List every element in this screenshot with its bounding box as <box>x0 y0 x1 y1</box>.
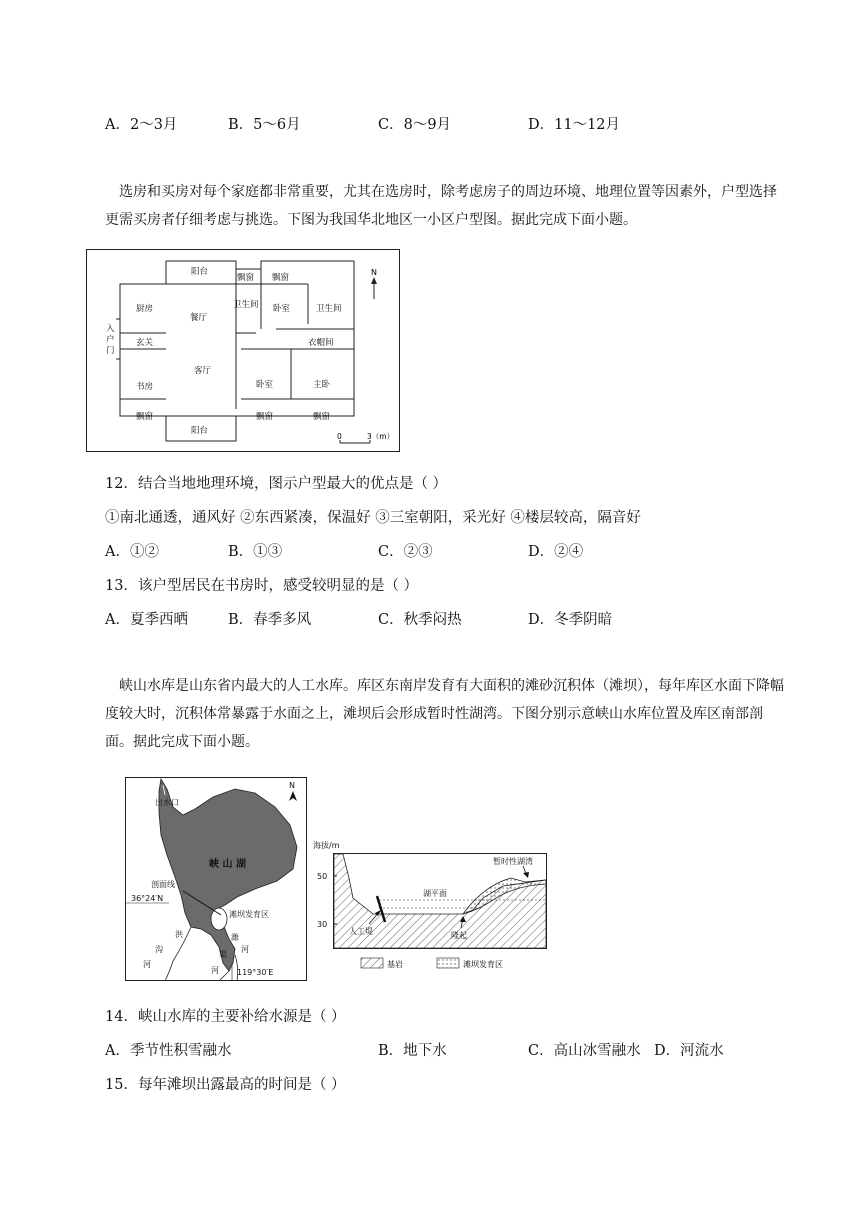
map-river-wei-1: 潍 <box>231 933 239 942</box>
q14-option-b: B．地下水 <box>378 1043 447 1059</box>
map-profile-line: 剖面线 <box>151 880 175 889</box>
room-bedroom-2: 卧室 <box>256 380 274 390</box>
q14-option-d: D．河流水 <box>654 1043 724 1059</box>
map-shoal-zone: 滩坝发育区 <box>229 910 269 919</box>
room-bedroom-1: 卧室 <box>273 304 291 314</box>
map-river-hong-3: 河 <box>143 960 151 969</box>
q12-stem: 12．结合当地地理环境，图示户型最大的优点是（ ） <box>105 476 448 492</box>
q11-option-c: C．8～9月 <box>378 117 452 133</box>
room-bathroom-2: 卫生间 <box>316 304 342 314</box>
q12-option-d: D．②④ <box>528 544 584 560</box>
q13-option-c: C．秋季闷热 <box>378 612 462 628</box>
room-entry-3: 门 <box>106 346 115 356</box>
profile-uplift: 隆起 <box>451 931 467 940</box>
room-study: 书房 <box>136 382 154 392</box>
map-river-hong-2: 沟 <box>155 945 163 954</box>
room-foyer: 玄关 <box>136 338 154 348</box>
q13-option-d: D．冬季阴暗 <box>528 612 613 628</box>
q13-option-a: A．夏季西晒 <box>105 612 188 628</box>
q15-stem: 15．每年滩坝出露最高的时间是（ ） <box>105 1077 346 1093</box>
floorplan-scale-zero: 0 <box>337 432 342 441</box>
room-bay-window-3: 飘窗 <box>136 412 154 422</box>
room-balcony-top: 阳台 <box>191 267 209 277</box>
room-dining: 餐厅 <box>190 313 208 323</box>
map-longitude: 119°30′E <box>237 968 274 977</box>
q12-option-a: A．①② <box>105 544 159 560</box>
map-latitude: 36°24′N <box>131 894 164 903</box>
room-bathroom-1: 卫生间 <box>233 300 259 310</box>
room-entry-1: 入 <box>106 324 115 334</box>
q13-stem: 13．该户型居民在书房时，感受较明显的是（ ） <box>105 578 419 594</box>
room-master: 主卧 <box>313 380 331 390</box>
q14-option-a: A．季节性积雪融水 <box>105 1043 232 1059</box>
room-living: 客厅 <box>194 366 212 376</box>
q12-option-b: B．①③ <box>228 544 283 560</box>
q11-option-a: A．2～3月 <box>105 117 178 133</box>
room-bay-window-2: 飘窗 <box>272 273 290 283</box>
profile-lake-surface: 湖平面 <box>423 889 447 898</box>
room-entry-2: 户 <box>106 335 115 345</box>
reservoir-map <box>125 777 307 981</box>
map-lake-label: 峡 山 湖 <box>209 859 246 870</box>
room-bay-window-5: 飘窗 <box>313 412 331 422</box>
map-north: N <box>289 781 295 790</box>
legend-shoal: 滩坝发育区 <box>463 960 503 969</box>
passage-house-selection: 选房和买房对每个家庭都非常重要，尤其在选房时，除考虑房子的周边环境、地理位置等因素外，户型选择更需买房者仔细考虑与挑选。下图为我国华北地区一小区户型图。据此完成下面小题。 <box>105 184 777 228</box>
room-bay-window-1: 飘窗 <box>237 273 255 283</box>
room-balcony-bottom: 阳台 <box>191 426 209 436</box>
q14-option-c: C．高山冰雪融水 <box>528 1043 641 1059</box>
room-cloakroom: 衣帽间 <box>308 338 334 348</box>
map-river-hong-1: 洪 <box>175 930 183 939</box>
floorplan-scale-label: 3（m） <box>367 432 395 441</box>
profile-temp-bay: 暂时性湖湾 <box>493 857 533 866</box>
profile-tick-50: 50 <box>317 872 328 881</box>
passage-reservoir: 峡山水库是山东省内最大的人工水库。库区东南岸发育有大面积的滩砂沉积体（滩坝），每年库区水面下降幅度较大时，沉积体常暴露于水面之上，滩坝后会形成暂时性湖湾。下图分别示意峡山水库位置及库区南部剖面。据此完成下面小题。 <box>105 678 784 750</box>
reservoir-profile <box>313 838 553 983</box>
map-river-qu-2: 河 <box>211 966 219 975</box>
floorplan-north: N <box>371 268 377 277</box>
q12-option-c: C．②③ <box>378 544 433 560</box>
map-outlet: 出水口 <box>155 798 179 807</box>
q11-option-d: D．11～12月 <box>528 117 621 133</box>
room-kitchen: 厨房 <box>136 304 154 314</box>
q12-statements: ①南北通透，通风好 ②东西紧凑，保温好 ③三室朝阳，采光好 ④楼层较高，隔音好 <box>105 510 641 526</box>
profile-ylabel: 海拔/m <box>313 841 340 850</box>
map-river-qu-1: 渠 <box>219 950 227 959</box>
q14-stem: 14．峡山水库的主要补给水源是（ ） <box>105 1009 346 1025</box>
q13-option-b: B．春季多风 <box>228 612 312 628</box>
floorplan-figure <box>86 249 400 452</box>
q11-option-b: B．5～6月 <box>228 117 301 133</box>
room-bay-window-4: 飘窗 <box>256 412 274 422</box>
profile-tick-30: 30 <box>317 920 328 929</box>
legend-bedrock: 基岩 <box>387 960 403 969</box>
map-river-wei-2: 河 <box>241 945 249 954</box>
profile-dam: 人工堤 <box>349 927 373 936</box>
